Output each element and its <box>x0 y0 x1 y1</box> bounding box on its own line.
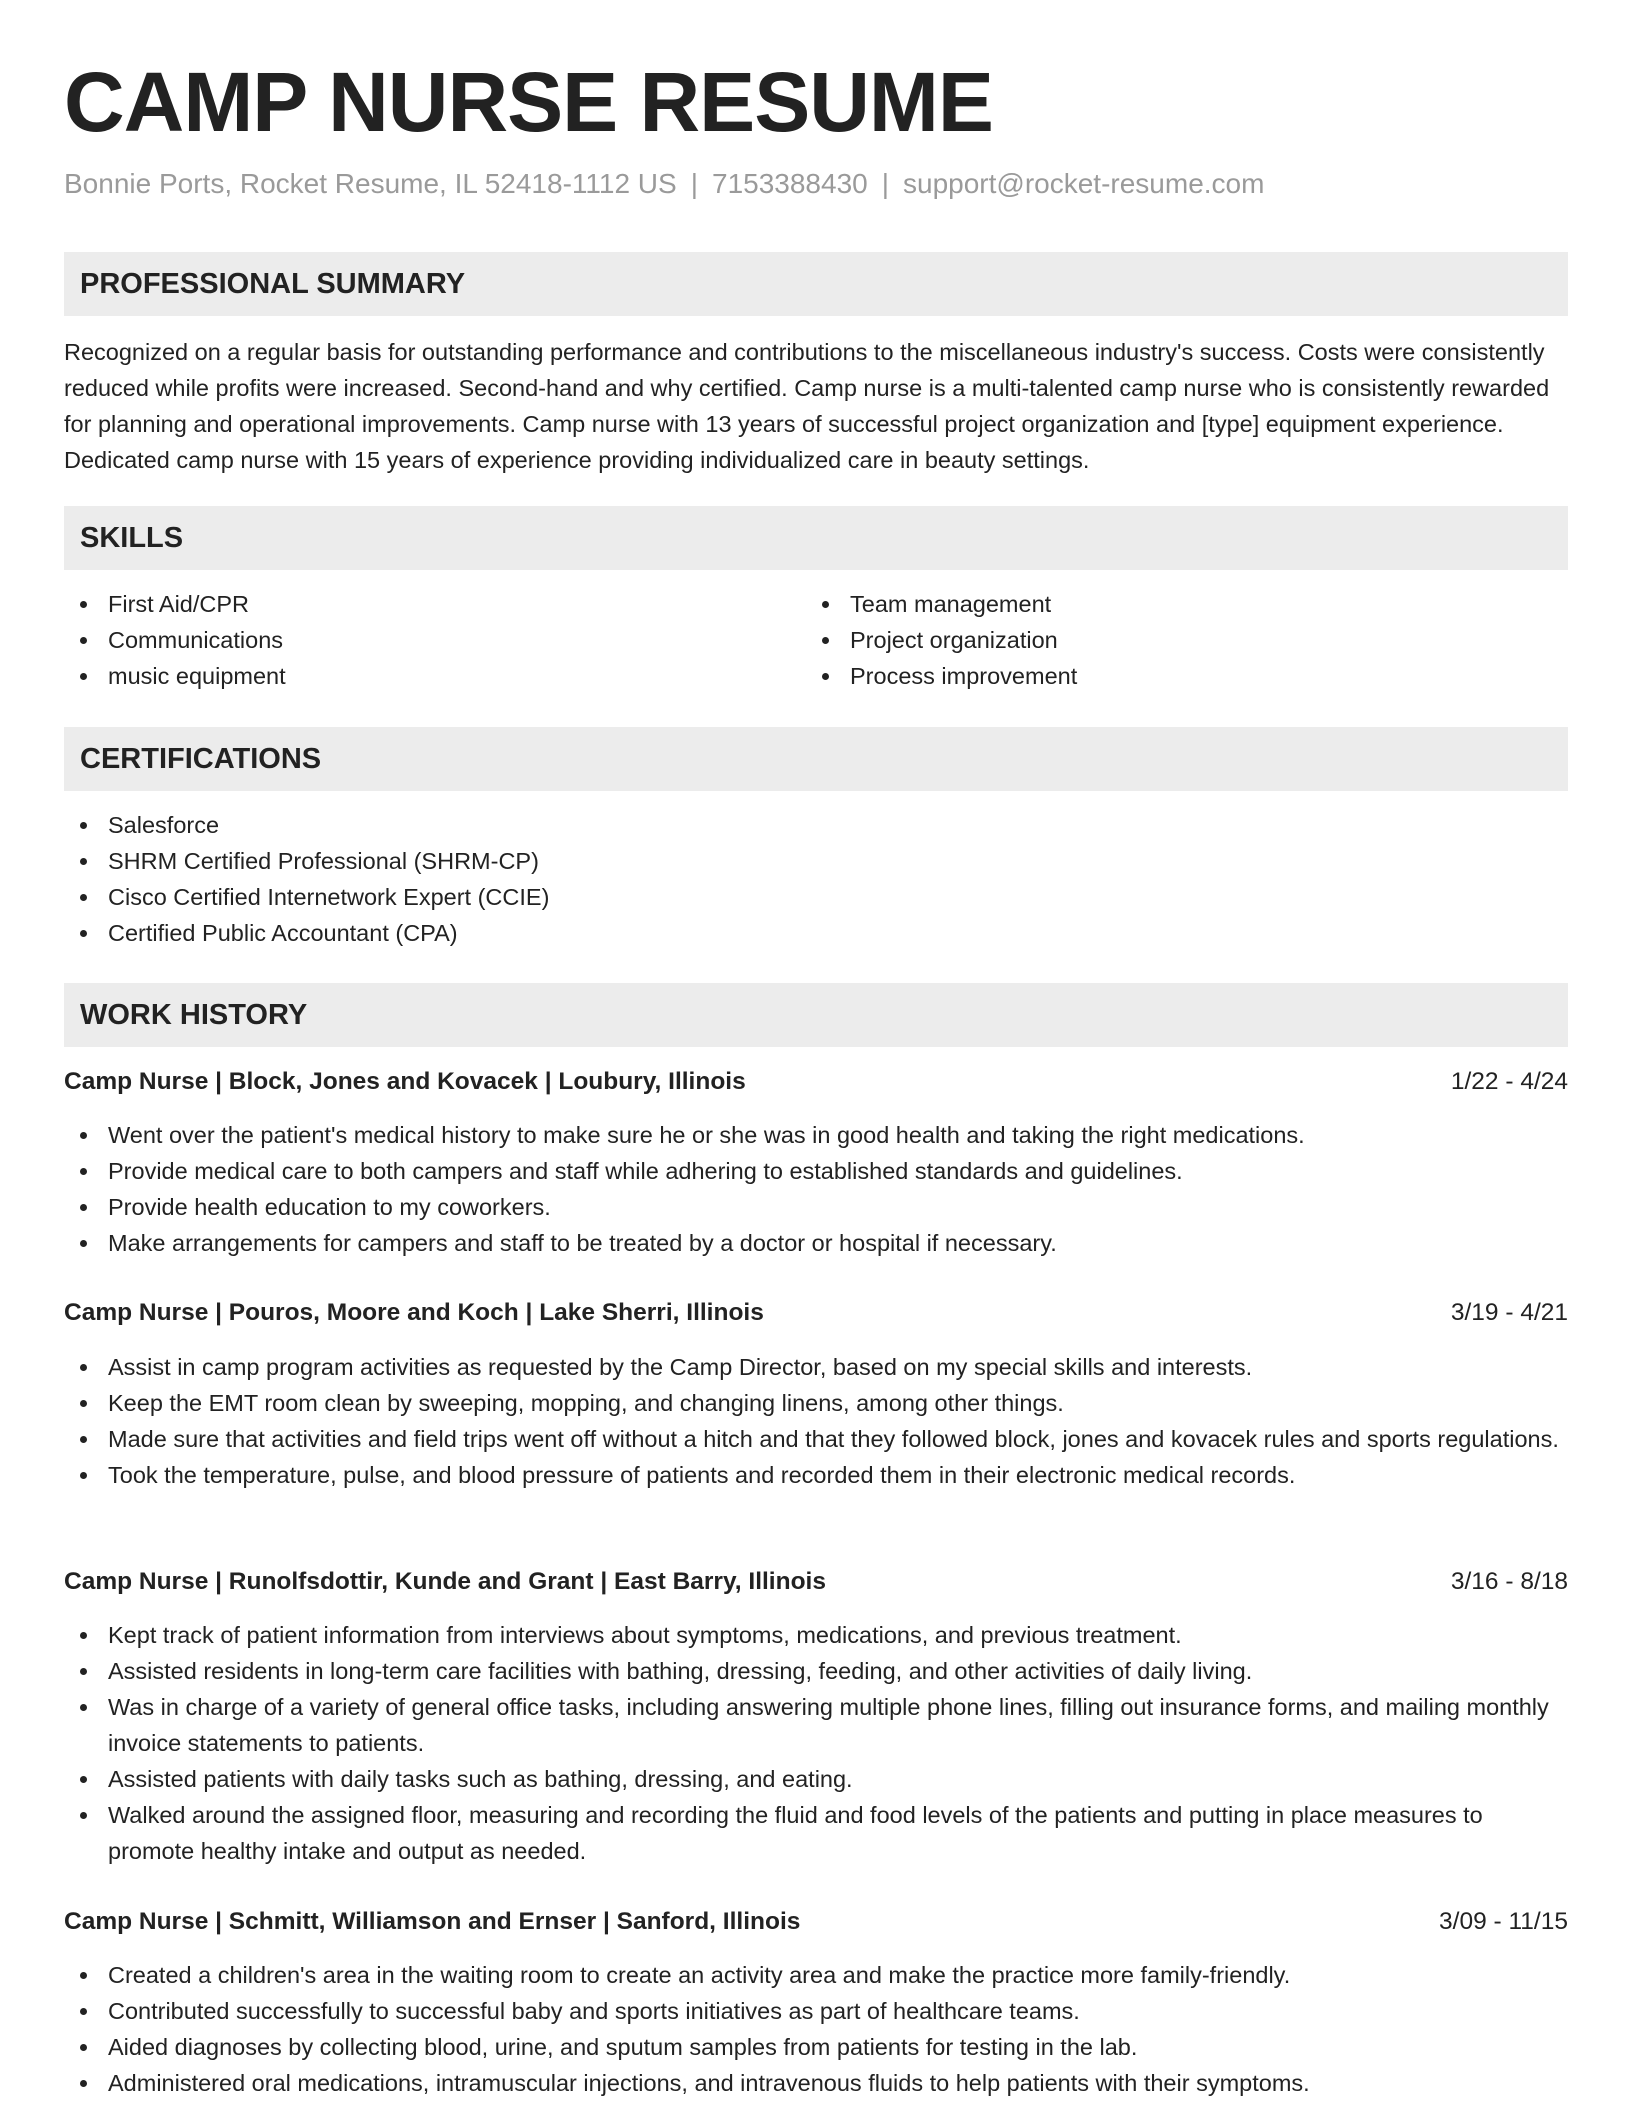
job-bullet: Provide medical care to both campers and staff while adhering to established standards and guidelines. <box>64 1153 1568 1189</box>
job-bullets <box>64 1957 1568 2101</box>
job-header <box>64 1564 1568 1600</box>
job-dates: 3/19 - 4/21 <box>1450 1299 1568 1326</box>
contact-separator: | <box>690 168 698 199</box>
section-heading-skills: SKILLS <box>64 506 1568 570</box>
certification-item: Certified Public Accountant (CPA) <box>64 915 1568 951</box>
job-bullets <box>64 1349 1568 1493</box>
certification-item: Salesforce <box>64 807 1568 843</box>
certification-item: SHRM Certified Professional (SHRM-CP) <box>64 843 1568 879</box>
job-bullet: Administered oral medications, intramuscular injections, and intravenous fluids to help patients with their symptoms. <box>64 2065 1568 2101</box>
summary-text: Recognized on a regular basis for outstanding performance and contributions to the miscellaneous industry's success. Costs were consistently reduced while profits were increased. Second-hand and why certified. Camp nurse is a multi-talented camp nurse who is consistently rewarded for planning and operational improvements. Camp nurse with 13 years of successful project organization and [type] equipment experience. Dedicated camp nurse with 15 years of experience providing individualized care in beauty settings. <box>64 339 1550 473</box>
skills-list-left <box>64 586 804 694</box>
job-bullets <box>64 1117 1568 1261</box>
job-bullet: Made sure that activities and field trips went off without a hitch and that they followed block, jones and kovacek rules and sports regulations. <box>64 1421 1568 1457</box>
skill-item: First Aid/CPR <box>64 586 804 622</box>
job-header <box>64 1064 1568 1100</box>
job-bullet: Assisted residents in long-term care facilities with bathing, dressing, feeding, and other activities of daily living. <box>64 1653 1568 1689</box>
job-dates: 1/22 - 4/24 <box>1450 1068 1568 1095</box>
job-bullet: Walked around the assigned floor, measuring and recording the fluid and food levels of the patients and putting in place measures to promote healthy intake and output as needed. <box>64 1797 1568 1869</box>
job-bullet: Created a children's area in the waiting room to create an activity area and make the practice more family-friendly. <box>64 1957 1568 1993</box>
section-heading-work-history: WORK HISTORY <box>64 983 1568 1047</box>
job-dates: 3/09 - 11/15 <box>1439 1908 1568 1935</box>
skill-item: music equipment <box>64 658 804 694</box>
contact-separator: | <box>881 168 890 199</box>
job-title: Camp Nurse | Block, Jones and Kovacek | Loubury, Illinois <box>64 1068 746 1095</box>
job-bullet: Contributed successfully to successful baby and sports initiatives as part of healthcare teams. <box>64 1993 1568 2029</box>
job-bullet: Took the temperature, pulse, and blood pressure of patients and recorded them in their electronic medical records. <box>64 1457 1568 1493</box>
contact-address: Bonnie Ports, Rocket Resume, IL 52418-1112 US <box>64 168 677 199</box>
section-heading-summary: PROFESSIONAL SUMMARY <box>64 252 1568 316</box>
job-bullets <box>64 1617 1568 1869</box>
job-bullet: Make arrangements for campers and staff to be treated by a doctor or hospital if necessary. <box>64 1225 1568 1261</box>
job-dates: 3/16 - 8/18 <box>1450 1568 1568 1595</box>
job-bullet: Went over the patient's medical history to make sure he or she was in good health and taking the right medications. <box>64 1117 1568 1153</box>
job-bullet: Assist in camp program activities as requested by the Camp Director, based on my special skills and interests. <box>64 1349 1568 1385</box>
certifications-list <box>64 807 1568 951</box>
job-title: Camp Nurse | Pouros, Moore and Koch | Lake Sherri, Illinois <box>64 1299 764 1326</box>
skills-list-right <box>806 586 1546 694</box>
skill-item: Team management <box>806 586 1546 622</box>
job-bullet: Was in charge of a variety of general office tasks, including answering multiple phone lines, filling out insurance forms, and mailing monthly invoice statements to patients. <box>64 1689 1568 1761</box>
contact-line <box>64 166 1264 202</box>
skill-item: Process improvement <box>806 658 1546 694</box>
page-title: CAMP NURSE RESUME <box>64 55 993 149</box>
certification-item: Cisco Certified Internetwork Expert (CCIE) <box>64 879 1568 915</box>
section-heading-certifications: CERTIFICATIONS <box>64 727 1568 791</box>
job-title: Camp Nurse | Schmitt, Williamson and Ernser | Sanford, Illinois <box>64 1908 801 1935</box>
job-bullet: Keep the EMT room clean by sweeping, mopping, and changing linens, among other things. <box>64 1385 1568 1421</box>
job-header <box>64 1295 1568 1331</box>
job-bullet: Kept track of patient information from interviews about symptoms, medications, and previous treatment. <box>64 1617 1568 1653</box>
job-bullet: Assisted patients with daily tasks such as bathing, dressing, and eating. <box>64 1761 1568 1797</box>
job-header <box>64 1904 1568 1940</box>
contact-phone: 7153388430 <box>712 168 868 199</box>
skill-item: Project organization <box>806 622 1546 658</box>
job-title: Camp Nurse | Runolfsdottir, Kunde and Grant | East Barry, Illinois <box>64 1568 826 1595</box>
job-bullet: Provide health education to my coworkers. <box>64 1189 1568 1225</box>
job-bullet: Aided diagnoses by collecting blood, urine, and sputum samples from patients for testing in the lab. <box>64 2029 1568 2065</box>
contact-email: support@rocket-resume.com <box>903 168 1265 199</box>
skill-item: Communications <box>64 622 804 658</box>
